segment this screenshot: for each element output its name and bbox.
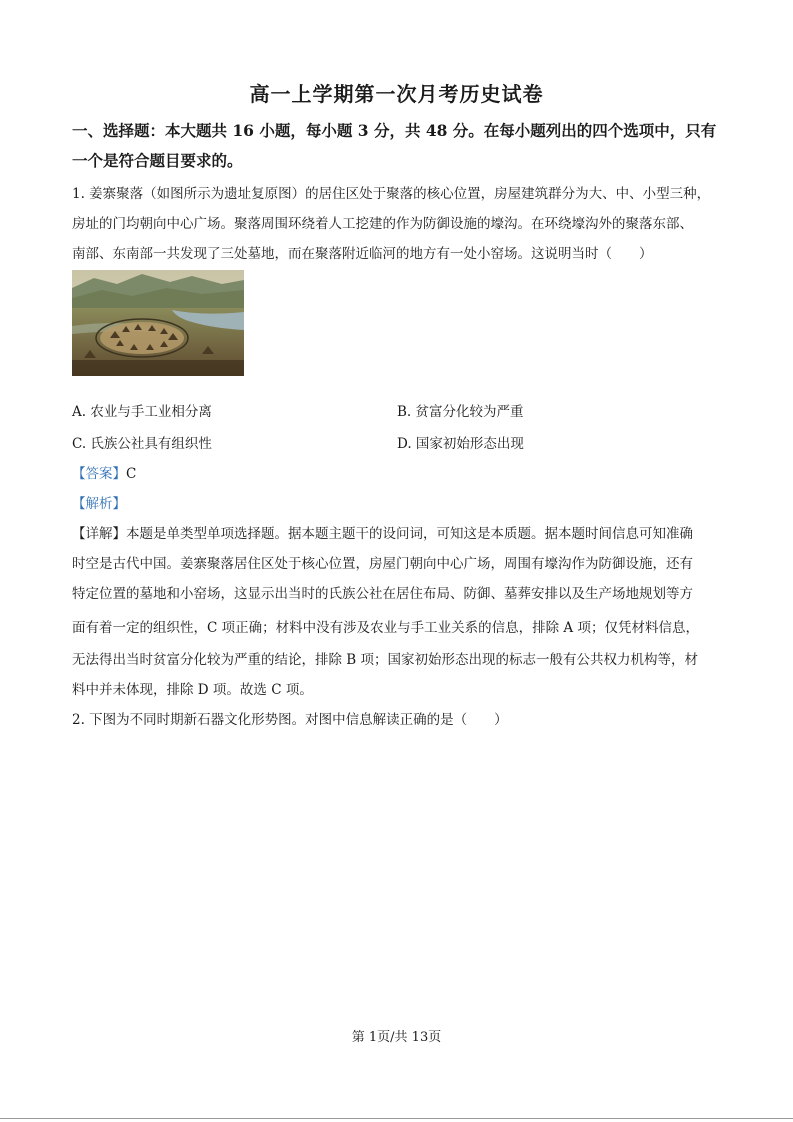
analysis-label: 【解析】: [72, 496, 126, 512]
detail-line-2: 时空是古代中国。姜寨聚落居住区处于核心位置，房屋门朝向中心广场，周围有壕沟作为防御设施，还有: [72, 556, 693, 572]
option-d: D. 国家初始形态出现: [397, 436, 524, 452]
detail-line-1: [72, 520, 722, 549]
detail-line-3: 特定位置的墓地和小窑场，这显示出当时的氏族公社在居住布局、防御、墓葬安排以及生产场地规划等方: [72, 586, 693, 602]
detail-text-1: 本题是单类型单项选择题。据本题主题干的设问词，可知这是本质题。据本题时间信息可知准确: [126, 526, 693, 542]
detail-line-4: 面有着一定的组织性，C 项正确；材料中没有涉及农业与手工业关系的信息，排除 A 项；仅凭材料信息，: [72, 620, 699, 636]
answer-label: 【答案】: [72, 466, 126, 482]
section-heading-line-2: 一个是符合题目要求的。: [72, 151, 243, 170]
detail-label: 【详解】: [72, 526, 126, 542]
question-2-line-1: 2. 下图为不同时期新石器文化形势图。对图中信息解读正确的是（ ）: [72, 712, 508, 728]
settlement-reconstruction-image: [72, 270, 244, 376]
bottom-divider: [0, 1118, 793, 1119]
detail-line-5: 无法得出当时贫富分化较为严重的结论，排除 B 项；国家初始形态出现的标志一般有公共权力机构等，材: [72, 652, 699, 668]
analysis-line: [72, 490, 722, 519]
question-1-line-3: 南部、东南部一共发现了三处墓地，而在聚落附近临河的地方有一处小窑场。这说明当时（ ）: [72, 246, 653, 262]
question-1-line-2: 房址的门均朝向中心广场。聚落周围环绕着人工挖建的作为防御设施的壕沟。在环绕壕沟外的聚落东部、: [72, 216, 693, 232]
question-1-line-1: 1. 姜寨聚落（如图所示为遗址复原图）的居住区处于聚落的核心位置，房屋建筑群分为大、中、小型三种，: [72, 186, 711, 202]
detail-line-6: 料中并未体现，排除 D 项。故选 C 项。: [72, 682, 313, 698]
answer-line: [72, 460, 722, 489]
page-footer: 第 1页/共 13页: [351, 1030, 442, 1045]
option-b: B. 贫富分化较为严重: [397, 404, 524, 420]
answer-value: C: [126, 466, 137, 482]
option-a: A. 农业与手工业相分离: [72, 404, 212, 420]
option-c: C. 氏族公社具有组织性: [72, 436, 212, 452]
section-heading-line-1: 一、选择题：本大题共 16 小题，每小题 3 分，共 48 分。在每小题列出的四个选项中，只有: [72, 121, 717, 140]
page-title: 高一上学期第一次月考历史试卷: [249, 82, 544, 106]
